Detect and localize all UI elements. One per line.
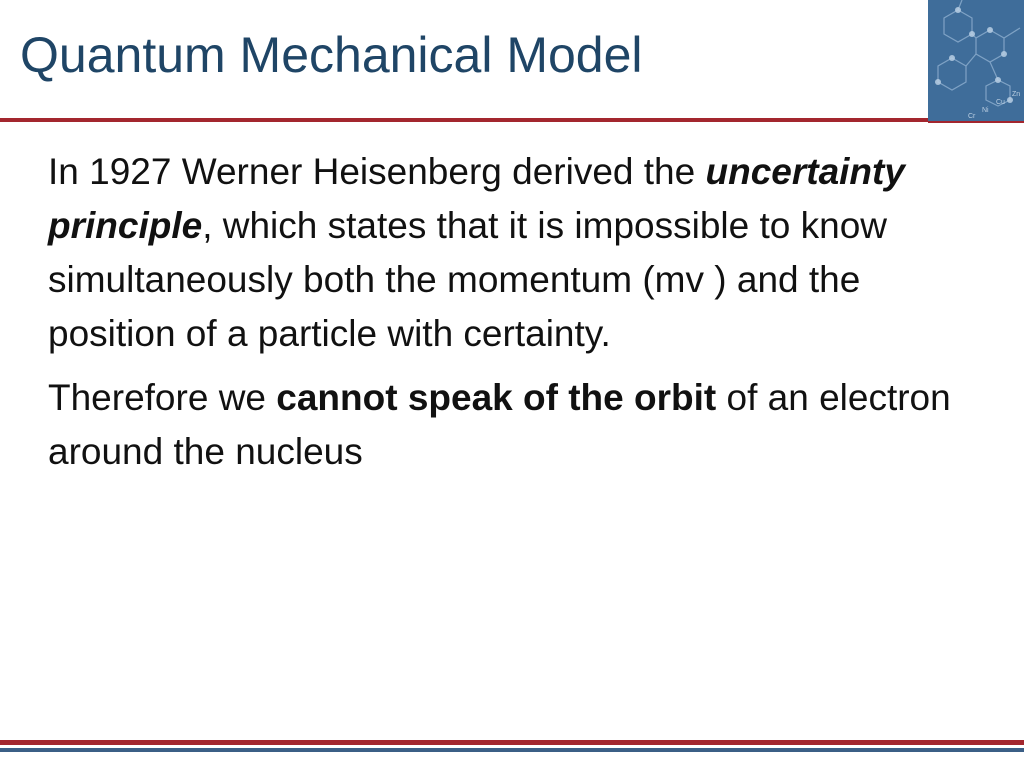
paragraph-2-rest: of an electron around the nucleus	[48, 377, 951, 472]
footer-red-rule	[0, 740, 1024, 745]
element-label-ni: Ni	[982, 107, 989, 114]
element-label-cr: Cr	[968, 113, 976, 120]
uncertainty-principle-term: uncertainty principle	[48, 151, 905, 246]
corner-divider	[928, 121, 1024, 123]
element-label-cu: Cu	[996, 99, 1005, 106]
footer-blue-rule	[0, 748, 1024, 752]
title-divider	[0, 118, 928, 122]
molecule-pattern-icon	[928, 0, 1024, 121]
orbit-emphasis: cannot speak of the orbit	[276, 377, 717, 418]
paragraph-heisenberg	[48, 145, 998, 361]
element-label-zn: Zn	[1012, 91, 1021, 98]
slide-body	[48, 145, 998, 489]
paragraph-1-lead: In 1927 Werner Heisenberg derived the	[48, 151, 706, 192]
paragraph-1-rest: , which states that it is impossible to know simultaneously both the momentum (mv ) and the position of a particle with certainty.	[48, 205, 887, 354]
paragraph-2-lead: Therefore we	[48, 377, 277, 418]
slide-title: Quantum Mechanical Model	[20, 27, 643, 83]
paragraph-orbit	[48, 371, 998, 479]
